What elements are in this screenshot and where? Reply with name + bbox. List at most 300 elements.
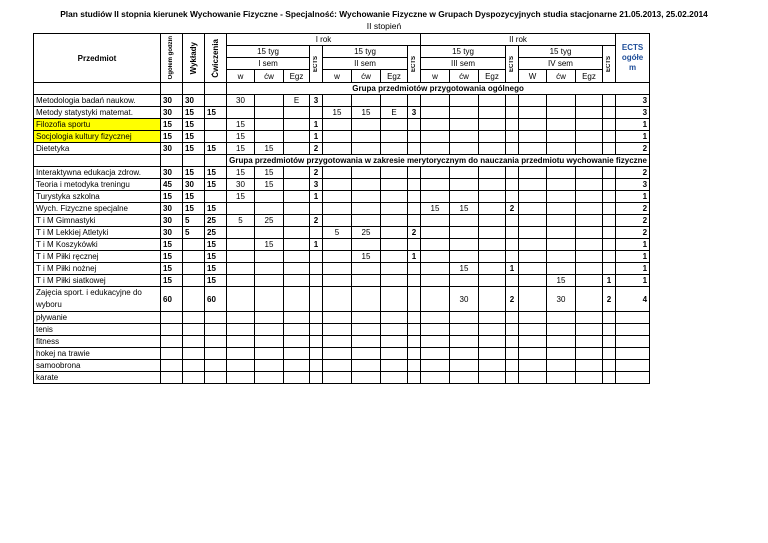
s1-ects: 1 [310, 119, 323, 131]
ects-total: 2 [616, 227, 650, 239]
s4-exercise [547, 203, 576, 215]
lecture-hours [183, 239, 205, 251]
s3-exam [479, 215, 506, 227]
s3-lecture [421, 179, 450, 191]
s2-exercise [352, 203, 381, 215]
s1-lecture: 15 [227, 131, 255, 143]
s1-ects: 3 [310, 179, 323, 191]
s3-exercise [450, 239, 479, 251]
empty-cell [284, 287, 310, 312]
s3-exercise: 30 [450, 287, 479, 312]
s3-lecture [421, 167, 450, 179]
s4-exam [576, 203, 603, 215]
s3-exam [479, 167, 506, 179]
group-heading-general: Grupa przedmiotów przygotowania ogólnego [227, 83, 650, 95]
study-level: II stopień [366, 21, 402, 31]
exercise-hours [205, 95, 227, 107]
s1-ects [310, 107, 323, 119]
s2-exercise [352, 119, 381, 131]
exercise-hours: 60 [205, 287, 227, 312]
subject-name: T i M Piłki ręcznej [34, 251, 161, 263]
total-hours: 15 [161, 191, 183, 203]
s3-exercise [450, 167, 479, 179]
s4-exercise [547, 239, 576, 251]
s1-exam [284, 251, 310, 263]
lecture-hours [183, 287, 205, 312]
total-hours: 15 [161, 251, 183, 263]
s3-exercise [450, 227, 479, 239]
s2-exercise [352, 143, 381, 155]
header-cw: ćw [352, 70, 381, 83]
s4-exam [576, 179, 603, 191]
s2-ects [408, 179, 421, 191]
s3-ects [506, 167, 519, 179]
subject-name-line: Zajęcia sport. i edukacyjne do [36, 288, 142, 297]
header-w: w [421, 70, 450, 83]
header-ects-total: ECTS ogółe m [616, 34, 650, 83]
s1-ects: 1 [310, 191, 323, 203]
ects-total: 1 [616, 251, 650, 263]
subject-name: Metodologia badań naukow. [34, 95, 161, 107]
s1-exam [284, 227, 310, 239]
s1-lecture: 15 [227, 191, 255, 203]
s1-exercise [255, 131, 284, 143]
s2-exam [381, 191, 408, 203]
s2-exercise [352, 275, 381, 287]
s1-exam [284, 203, 310, 215]
table-row [34, 107, 650, 119]
list-item [34, 312, 650, 324]
s4-ects [603, 239, 616, 251]
s4-lecture [519, 203, 547, 215]
header-wyklady: Wykłady [183, 34, 205, 83]
s2-ects [408, 167, 421, 179]
exercise-hours: 15 [205, 239, 227, 251]
s1-exam [284, 119, 310, 131]
header-weeks-s2: 15 tyg [323, 46, 408, 58]
table-row [34, 191, 650, 203]
s1-lecture [227, 239, 255, 251]
s4-exercise: 15 [547, 275, 576, 287]
subject-name: Teoria i metodyka treningu [34, 179, 161, 191]
table-row [34, 167, 650, 179]
table-row-elective [34, 287, 650, 312]
s4-lecture [519, 251, 547, 263]
list-item [34, 348, 650, 360]
s3-ects [506, 239, 519, 251]
s1-exercise [255, 263, 284, 275]
s4-lecture [519, 215, 547, 227]
s1-exercise [255, 191, 284, 203]
s2-exercise [352, 239, 381, 251]
s4-ects: 1 [603, 275, 616, 287]
total-hours: 45 [161, 179, 183, 191]
list-item [34, 324, 650, 336]
exercise-hours: 15 [205, 263, 227, 275]
s4-lecture [519, 227, 547, 239]
s2-lecture [323, 119, 352, 131]
ects-total: 2 [616, 203, 650, 215]
s1-ects [310, 263, 323, 275]
elective-option: karate [34, 372, 161, 384]
s4-exercise: 30 [547, 287, 576, 312]
s1-ects: 1 [310, 239, 323, 251]
s3-lecture [421, 275, 450, 287]
s1-lecture [227, 275, 255, 287]
lecture-hours: 15 [183, 203, 205, 215]
s2-lecture [323, 275, 352, 287]
s4-exercise [547, 227, 576, 239]
s3-lecture [421, 239, 450, 251]
header-cw: ćw [450, 70, 479, 83]
s4-exam [576, 275, 603, 287]
ects-total: 1 [616, 275, 650, 287]
s3-exercise [450, 191, 479, 203]
table-row [34, 179, 650, 191]
s3-exercise [450, 251, 479, 263]
s2-exam [381, 275, 408, 287]
exercise-hours: 25 [205, 215, 227, 227]
s3-ects [506, 215, 519, 227]
s3-ects: 2 [506, 203, 519, 215]
s1-exam [284, 275, 310, 287]
s3-lecture [421, 263, 450, 275]
s4-ects [603, 203, 616, 215]
group-heading-subject-teaching: Grupa przedmiotów przygotowania w zakresie merytorycznym do nauczania przedmiotu wychowanie fizyczne [227, 155, 650, 167]
lecture-hours: 30 [183, 179, 205, 191]
table-row [34, 251, 650, 263]
s3-exam [479, 179, 506, 191]
s2-ects [408, 191, 421, 203]
s4-lecture [519, 167, 547, 179]
header-egz: Egz [381, 70, 408, 83]
s2-exam [381, 215, 408, 227]
s2-lecture [323, 203, 352, 215]
s3-ects: 1 [506, 263, 519, 275]
s3-exam [479, 275, 506, 287]
s3-lecture [421, 215, 450, 227]
empty-cell [310, 287, 323, 312]
s1-exam [284, 215, 310, 227]
lecture-hours: 15 [183, 191, 205, 203]
table-row [34, 119, 650, 131]
elective-option: fitness [34, 336, 161, 348]
s3-exam [479, 203, 506, 215]
header-egz: Egz [479, 70, 506, 83]
s4-lecture [519, 239, 547, 251]
s3-exercise [450, 275, 479, 287]
s1-exercise [255, 203, 284, 215]
s1-lecture: 15 [227, 167, 255, 179]
s3-exercise [450, 215, 479, 227]
s3-lecture: 15 [421, 203, 450, 215]
table-row [34, 143, 650, 155]
elective-option: pływanie [34, 312, 161, 324]
s1-exam [284, 191, 310, 203]
s1-exam [284, 143, 310, 155]
s2-ects [408, 143, 421, 155]
s2-ects [408, 203, 421, 215]
s1-lecture: 15 [227, 119, 255, 131]
s1-ects [310, 203, 323, 215]
subject-name: Socjologia kultury fizycznej [34, 131, 161, 143]
total-hours: 15 [161, 263, 183, 275]
s1-ects: 2 [310, 215, 323, 227]
s1-ects [310, 227, 323, 239]
s1-lecture [227, 227, 255, 239]
s4-exam [576, 167, 603, 179]
s4-exam [576, 263, 603, 275]
s2-exercise: 15 [352, 251, 381, 263]
lecture-hours: 15 [183, 131, 205, 143]
s1-exam [284, 179, 310, 191]
s4-exam [576, 239, 603, 251]
s2-lecture [323, 215, 352, 227]
s2-ects [408, 131, 421, 143]
header-egz: Egz [284, 70, 310, 83]
s1-lecture: 30 [227, 95, 255, 107]
total-hours: 30 [161, 227, 183, 239]
ects-total: 1 [616, 239, 650, 251]
table-row [34, 263, 650, 275]
exercise-hours: 15 [205, 167, 227, 179]
table-row [34, 131, 650, 143]
ects-total: 2 [616, 215, 650, 227]
s4-exercise [547, 167, 576, 179]
table-row [34, 215, 650, 227]
header-ects-s1: ECTS [310, 46, 323, 83]
s3-exam [479, 251, 506, 263]
s2-exercise [352, 179, 381, 191]
s3-exam [479, 239, 506, 251]
s2-exercise [352, 191, 381, 203]
exercise-hours: 15 [205, 203, 227, 215]
header-ects-s3: ECTS [506, 46, 519, 83]
s2-lecture [323, 131, 352, 143]
s3-exercise: 15 [450, 263, 479, 275]
s3-lecture [421, 191, 450, 203]
header-year-2: II rok [421, 34, 616, 46]
s2-exercise [352, 215, 381, 227]
exercise-hours: 15 [205, 107, 227, 119]
list-item [34, 372, 650, 384]
empty-cell [255, 287, 284, 312]
s2-exercise: 15 [352, 107, 381, 119]
s4-exam [576, 251, 603, 263]
elective-option: tenis [34, 324, 161, 336]
s2-lecture [323, 143, 352, 155]
s3-exam [479, 287, 506, 312]
lecture-hours: 15 [183, 167, 205, 179]
exercise-hours: 15 [205, 275, 227, 287]
s1-exercise: 25 [255, 215, 284, 227]
s3-exam [479, 191, 506, 203]
s4-ects [603, 191, 616, 203]
elective-option: hokej na trawie [34, 348, 161, 360]
s3-lecture [421, 251, 450, 263]
s4-exercise [547, 191, 576, 203]
list-item [34, 360, 650, 372]
header-cw: ćw [547, 70, 576, 83]
s1-exercise [255, 107, 284, 119]
s4-exercise [547, 215, 576, 227]
s1-exam [284, 131, 310, 143]
s4-ects [603, 227, 616, 239]
s2-exam [381, 179, 408, 191]
table-row [34, 275, 650, 287]
exercise-hours: 15 [205, 143, 227, 155]
s1-exercise: 15 [255, 167, 284, 179]
total-hours: 30 [161, 95, 183, 107]
ects-total: 3 [616, 107, 650, 119]
lecture-hours: 15 [183, 119, 205, 131]
s2-lecture [323, 251, 352, 263]
lecture-hours [183, 275, 205, 287]
s3-ects [506, 275, 519, 287]
lecture-hours: 5 [183, 215, 205, 227]
s1-exercise [255, 275, 284, 287]
s4-lecture [519, 179, 547, 191]
s2-lecture [323, 191, 352, 203]
ects-total: 2 [616, 143, 650, 155]
list-item [34, 336, 650, 348]
s1-lecture [227, 251, 255, 263]
s2-exam [381, 239, 408, 251]
s1-ects: 2 [310, 167, 323, 179]
s2-lecture [323, 239, 352, 251]
subject-name: Filozofia sportu [34, 119, 161, 131]
subject-name: Metody statystyki matemat. [34, 107, 161, 119]
s4-ects: 2 [603, 287, 616, 312]
lecture-hours [183, 263, 205, 275]
subject-name: T i M Piłki nożnej [34, 263, 161, 275]
total-hours: 30 [161, 107, 183, 119]
s1-ects: 3 [310, 95, 323, 107]
s3-ects [506, 179, 519, 191]
s3-lecture [421, 287, 450, 312]
subject-name: Wych. Fizyczne specjalne [34, 203, 161, 215]
s1-lecture [227, 203, 255, 215]
header-weeks-s4: 15 tyg [519, 46, 603, 58]
s2-ects [408, 215, 421, 227]
s1-exam [284, 263, 310, 275]
total-hours: 30 [161, 215, 183, 227]
s2-exam [381, 251, 408, 263]
s1-exercise [255, 251, 284, 263]
header-przedmiot: Przedmiot [34, 34, 161, 83]
study-plan-table [33, 33, 650, 384]
total-hours: 15 [161, 131, 183, 143]
s2-lecture [323, 167, 352, 179]
s1-ects [310, 251, 323, 263]
lecture-hours: 30 [183, 95, 205, 107]
lecture-hours: 15 [183, 107, 205, 119]
s4-exam [576, 215, 603, 227]
ects-total: 1 [616, 119, 650, 131]
s4-exam [576, 287, 603, 312]
table-row [34, 95, 650, 107]
s4-lecture [519, 275, 547, 287]
s4-exercise [547, 251, 576, 263]
table-row [34, 203, 650, 215]
header-sem-2: II sem [323, 58, 408, 70]
s2-ects [408, 95, 421, 107]
ects-total: 1 [616, 263, 650, 275]
s1-exam [284, 239, 310, 251]
ects-total: 3 [616, 179, 650, 191]
s1-exercise [255, 119, 284, 131]
exercise-hours [205, 191, 227, 203]
exercise-hours: 15 [205, 251, 227, 263]
ects-total: 3 [616, 95, 650, 107]
subject-name: Dietetyka [34, 143, 161, 155]
header-ects-s4: ECTS [603, 46, 616, 83]
header-ects-s2: ECTS [408, 46, 421, 83]
exercise-hours: 25 [205, 227, 227, 239]
s1-lecture: 5 [227, 215, 255, 227]
s2-ects [408, 239, 421, 251]
header-egz: Egz [576, 70, 603, 83]
s1-exercise [255, 95, 284, 107]
subject-name: T i M Gimnastyki [34, 215, 161, 227]
exercise-hours [205, 119, 227, 131]
s2-exam [381, 227, 408, 239]
s3-ects [506, 191, 519, 203]
exercise-hours [205, 131, 227, 143]
empty-cell [408, 287, 421, 312]
total-hours: 30 [161, 167, 183, 179]
header-w: W [519, 70, 547, 83]
s2-lecture [323, 263, 352, 275]
s3-ects: 2 [506, 287, 519, 312]
s4-exercise [547, 179, 576, 191]
s1-ects: 2 [310, 143, 323, 155]
subject-name [34, 287, 161, 312]
s2-exercise [352, 263, 381, 275]
s1-exam [284, 107, 310, 119]
s2-exercise [352, 95, 381, 107]
lecture-hours: 5 [183, 227, 205, 239]
s4-ects [603, 215, 616, 227]
header-ogolem-godzin: Ogółem godzin [161, 34, 183, 83]
page-title: Plan studiów II stopnia kierunek Wychowanie Fizyczne - Specjalność: Wychowanie Fizyczne w Grupach Dyspozycyjnych studia stacjonarne 21.05.2013, 25.02.2014 [60, 9, 708, 19]
s2-ects [408, 263, 421, 275]
s4-exam [576, 191, 603, 203]
total-hours: 30 [161, 203, 183, 215]
s1-lecture [227, 107, 255, 119]
lecture-hours: 15 [183, 143, 205, 155]
ects-total: 1 [616, 191, 650, 203]
s1-exercise: 15 [255, 239, 284, 251]
s4-lecture [519, 287, 547, 312]
s2-ects: 1 [408, 251, 421, 263]
s4-ects [603, 179, 616, 191]
subject-name: Turystyka szkolna [34, 191, 161, 203]
s1-lecture: 30 [227, 179, 255, 191]
s2-exam [381, 131, 408, 143]
total-hours: 30 [161, 143, 183, 155]
s1-lecture [227, 263, 255, 275]
total-hours: 15 [161, 275, 183, 287]
s3-exam [479, 263, 506, 275]
total-hours: 15 [161, 239, 183, 251]
s2-ects [408, 119, 421, 131]
s4-exam [576, 227, 603, 239]
s1-exam: E [284, 95, 310, 107]
s4-ects [603, 167, 616, 179]
subject-name: T i M Lekkiej Atletyki [34, 227, 161, 239]
s1-ects: 1 [310, 131, 323, 143]
